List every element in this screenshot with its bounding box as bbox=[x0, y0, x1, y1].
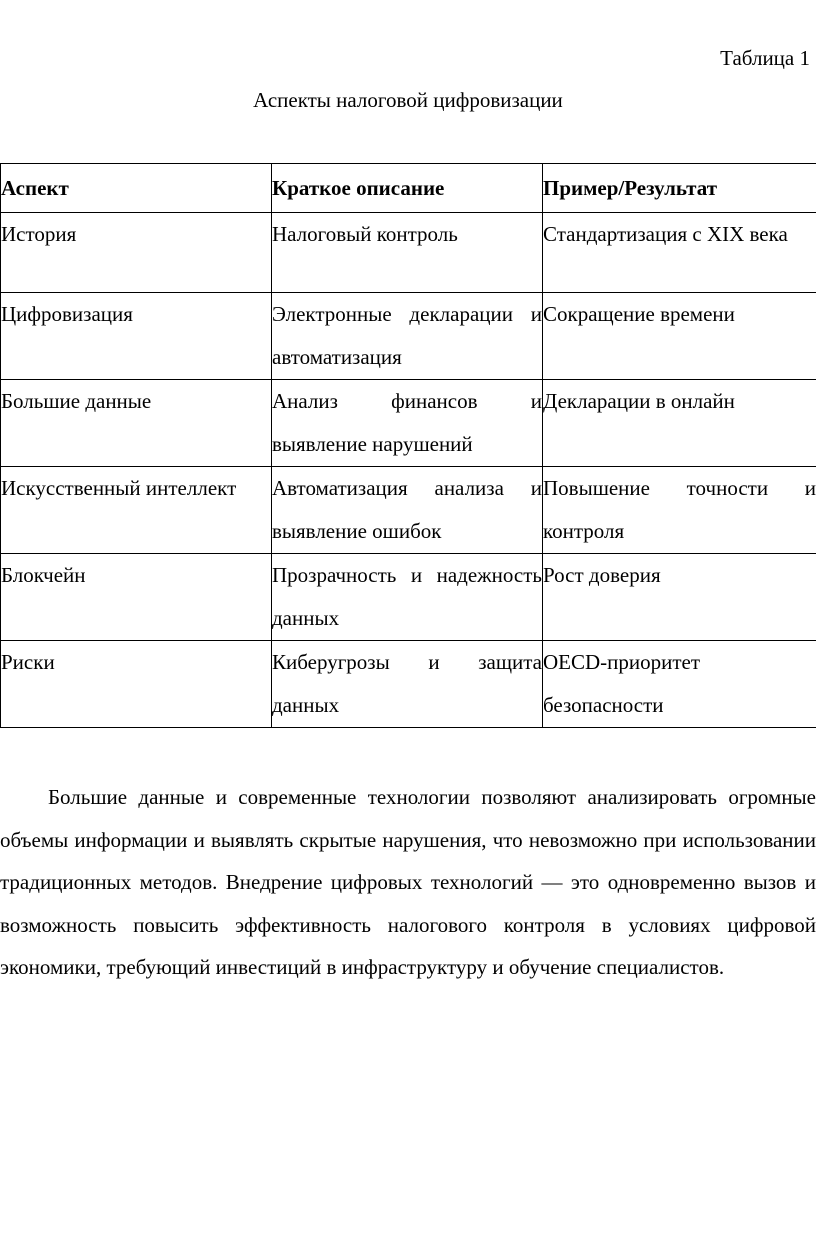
table-cell-result: Стандартизация с XIX века bbox=[543, 213, 816, 293]
table-cell-description: Киберугрозы и защита данных bbox=[272, 641, 543, 728]
header-result: Пример/Результат bbox=[543, 164, 816, 213]
table-cell-aspect: Большие данные bbox=[1, 380, 272, 467]
table-row bbox=[1, 293, 816, 380]
table-number: Таблица 1 bbox=[720, 46, 810, 70]
table-cell-aspect: Цифровизация bbox=[1, 293, 272, 380]
table-cell-result: Сокращение времени bbox=[543, 293, 816, 380]
table-cell-result: OECD-приоритет безопасности bbox=[543, 641, 816, 728]
table-cell-aspect: Искусственный интеллект bbox=[1, 467, 272, 554]
table-cell-description: Автоматизация анализа и выявление ошибок bbox=[272, 467, 543, 554]
table-cell-result: Повышение точности и контроля bbox=[543, 467, 816, 554]
table-header-row bbox=[1, 164, 816, 213]
table-row bbox=[1, 467, 816, 554]
table-cell-result: Рост доверия bbox=[543, 554, 816, 641]
table-cell-description: Анализ финансов и выявление нарушений bbox=[272, 380, 543, 467]
table-row bbox=[1, 213, 816, 293]
table-cell-aspect: Блокчейн bbox=[1, 554, 272, 641]
table-row bbox=[1, 554, 816, 641]
table-cell-aspect: Риски bbox=[1, 641, 272, 728]
body-paragraph: Большие данные и современные технологии позволяют анализировать огромные объемы информации и выявлять скрытые нарушения, что невозможно при использовании традиционных методов. Внедрение цифровых технологий — это одновременно вызов и возможность повысить эффективность налогового контроля в условиях цифровой экономики, требующий инвестиций в инфраструктуру и обучение специалистов. bbox=[0, 785, 816, 979]
header-description: Краткое описание bbox=[272, 164, 543, 213]
table-cell-result: Декларации в онлайн bbox=[543, 380, 816, 467]
table-title: Аспекты налоговой цифровизации bbox=[253, 88, 563, 112]
header-aspect: Аспект bbox=[1, 164, 272, 213]
table-row bbox=[1, 380, 816, 467]
table-cell-description: Прозрачность и надежность данных bbox=[272, 554, 543, 641]
table-cell-description: Электронные декларации и автоматизация bbox=[272, 293, 543, 380]
table-cell-description: Налоговый контроль bbox=[272, 213, 543, 293]
table-cell-aspect: История bbox=[1, 213, 272, 293]
aspects-table bbox=[0, 163, 816, 728]
table-row bbox=[1, 641, 816, 728]
